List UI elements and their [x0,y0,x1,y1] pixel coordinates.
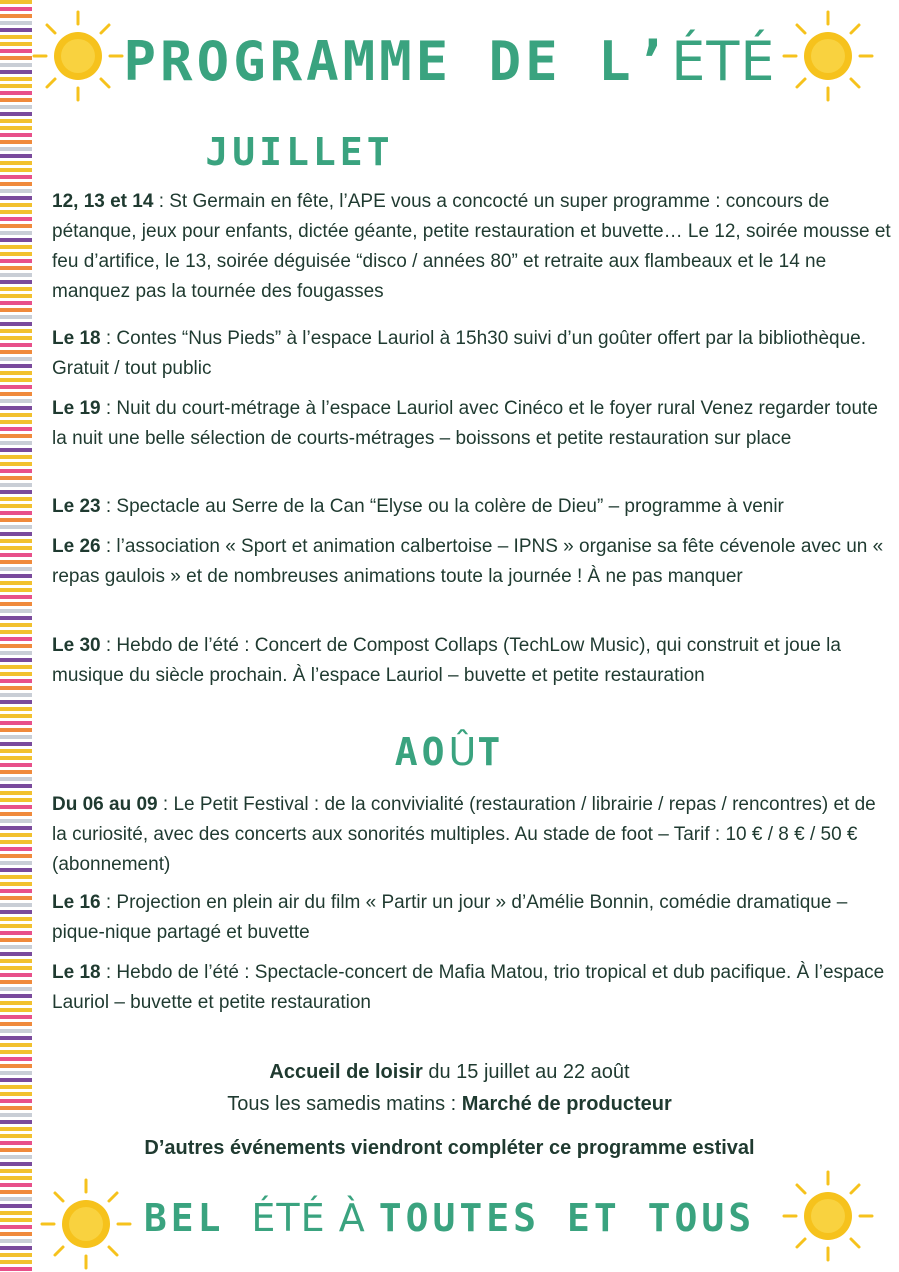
event-item [52,790,892,880]
event-date: Le 26 [52,536,101,557]
event-text: : Contes “Nus Pieds” à l’espace Lauriol à 15h30 suivi d’un goûter offert par la bibliothèque. Gratuit / tout public [52,328,866,379]
event-text: : Nuit du court-métrage à l’espace Lauriol avec Cinéco et le foyer rural Venez regarder toute la nuit une belle sélection de courts-métrages – boissons et petite restauration sur place [52,398,878,449]
accueil-dates: du 15 juillet au 22 août [422,1061,630,1083]
title-main: PROGRAMME DE L’ [123,30,672,93]
event-date: Le 18 [52,328,101,349]
event-date: 12, 13 et 14 [52,191,154,212]
event-item [52,631,892,691]
event-date: Le 23 [52,496,101,517]
event-item [52,532,892,592]
footer-part: ÉTÉ À [251,1196,379,1240]
event-item [52,187,892,307]
event-date: Le 18 [52,962,101,983]
aout-part: Û [448,730,478,774]
marche-label: Marché de producteur [461,1093,672,1115]
aout-part: AO [394,730,449,774]
event-text: : Spectacle au Serre de la Can “Elyse ou la colère de Dieu” – programme à venir [100,496,784,517]
event-item [52,492,892,522]
event-text: : Hebdo de l’été : Concert de Compost Collaps (TechLow Music), qui construit et joue la musique du siècle prochain. À l’espace Lauriol – buvette et petite restauration [52,635,841,686]
samedis-text: Tous les samedis matins : [227,1093,462,1115]
event-text: : l’association « Sport et animation calbertoise – IPNS » organise sa fête cévenole avec un « repas gaulois » et de nombreuses animations toute la journée ! À ne pas manquer [52,536,884,587]
footer-slogan [0,1196,899,1240]
month-heading-aout [0,730,899,774]
footer-part: BEL [143,1196,252,1240]
event-date: Du 06 au 09 [52,794,158,815]
footer-part: TOUTES ET TOUS [378,1196,756,1240]
event-date: Le 19 [52,398,101,419]
month-heading-juillet: JUILLET [205,130,394,174]
event-item [52,958,892,1018]
event-date: Le 16 [52,892,101,913]
autres-evenements: D’autres événements viendront compléter ce programme estival [144,1137,755,1159]
title-accent: ÉTÉ [671,30,776,93]
event-item [52,888,892,948]
aout-part: T [477,730,505,774]
event-text: : Le Petit Festival : de la convivialité (restauration / librairie / repas / rencontres) et de la curiosité, avec des concerts aux sonorités multiples. Au stade de foot – Tarif : 10 € / 8 € / 50 € (abonnement) [52,794,876,875]
event-item [52,324,892,384]
event-text: : St Germain en fête, l’APE vous a concocté un super programme : concours de pétanque, jeux pour enfants, dictée géante, petite restauration et buvette… Le 12, soirée mousse et feu d’artifice, le 13, soirée déguisée “disco / années 80” et retraite aux flambeaux et le 14 ne manquez pas la tournée des fougasses [52,191,891,302]
page-title [0,30,899,93]
marche-info [0,1089,899,1119]
event-text: : Hebdo de l’été : Spectacle-concert de Mafia Matou, trio tropical et dub pacifique. À l’espace Lauriol – buvette et petite restauration [52,962,885,1013]
event-date: Le 30 [52,635,101,656]
accueil-info [0,1057,899,1087]
accueil-label: Accueil de loisir [269,1061,423,1083]
event-item [52,394,892,454]
event-text: : Projection en plein air du film « Partir un jour » d’Amélie Bonnin, comédie dramatique – pique-nique partagé et buvette [52,892,848,943]
